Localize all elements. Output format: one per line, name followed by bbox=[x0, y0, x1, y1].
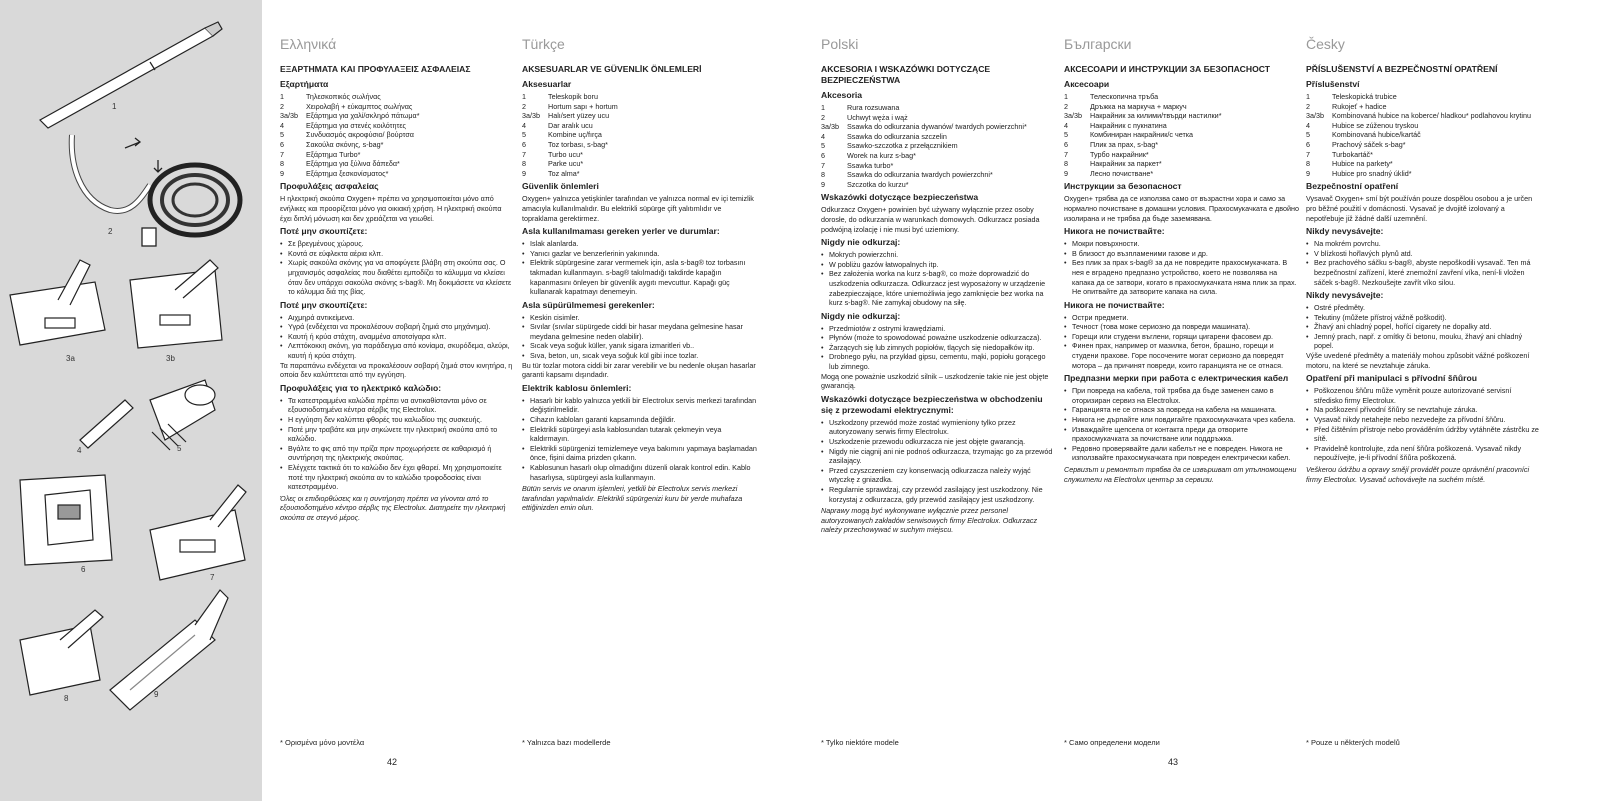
column-greek bbox=[280, 36, 515, 523]
list-item: 6 Prachový sáček s-bag* bbox=[1306, 139, 1406, 149]
accessory-list bbox=[1064, 92, 1299, 178]
section-heading: Elektrik kablosu önlemleri: bbox=[522, 382, 632, 393]
list-item: • Sıvılar (sıvılar süpürgede ciddi bir hasar meydana gelmesine hasar meydana gelmesine neden olabilir). bbox=[522, 322, 757, 341]
accessories-heading: Εξαρτήματα bbox=[280, 79, 329, 89]
list-item: • Islak alanlarda. bbox=[522, 239, 757, 249]
section-heading: Nikdy nevysávejte: bbox=[1306, 290, 1384, 301]
list-item: 1 Rura rozsuwana bbox=[821, 103, 900, 112]
figure-label: 9 bbox=[154, 690, 159, 699]
list-item: 2 Hortum sapı + hortum bbox=[522, 101, 618, 111]
column-czech bbox=[1306, 36, 1541, 484]
list-item: 8 Ssawka do odkurzania twardych powierzchni* bbox=[821, 170, 993, 180]
list-item: • Hasarlı bir kablo yalnızca yetkili bir Electrolux servis merkezi tarafından değiştirilmelidir. bbox=[522, 396, 757, 415]
list-item: 4 Hubice se zúženou tryskou bbox=[1306, 120, 1419, 130]
list-item: 3a/3b Накрайник за килими/твърди настилки* bbox=[1064, 111, 1222, 121]
list-item: 4 Накрайник с пукнатина bbox=[1064, 120, 1167, 130]
list-item: 4 Ssawka do odkurzania szczelin bbox=[821, 131, 947, 141]
bullet-list bbox=[1306, 239, 1541, 287]
list-item: 8 Parke ucu* bbox=[522, 159, 584, 169]
list-item: • Σε βρεγμένους χώρους. bbox=[280, 239, 515, 249]
section-heading: Προφυλάξεις για το ηλεκτρικό καλώδιο: bbox=[280, 382, 442, 393]
list-item: • W pobliżu gazów łatwopalnych itp. bbox=[821, 260, 1056, 270]
list-item: • Poškozenou šňůru může vyměnit pouze autorizované servisní středisko firmy Electrolux. bbox=[1306, 386, 1541, 405]
language-heading: Česky bbox=[1306, 36, 1345, 52]
accessory-illustrations bbox=[0, 0, 262, 801]
list-item: 3a/3b Εξάρτημα για χαλί/σκληρό πάτωμα* bbox=[280, 111, 420, 121]
section-heading: Никога не почиствайте: bbox=[1064, 299, 1165, 310]
figure-label: 5 bbox=[177, 444, 182, 453]
bullet-list bbox=[1064, 313, 1299, 371]
list-item: • Мокри повърхности. bbox=[1064, 239, 1299, 249]
footnote: * Ορισμένα μόνο μοντέλα bbox=[280, 738, 365, 747]
figure-label: 3a bbox=[66, 354, 75, 363]
list-item: • Без плик за прах s-bag® за да не повредите прахосмукачката. В нея е вградено предпазно устройство, което не позволява на капака да се затвори, когато в прахосмукачката няма плик за прах. Не опитвайте да затворите капака на сила. bbox=[1064, 258, 1299, 296]
italic-note: Bütün servis ve onarım işlemleri, yetkili bir Electrolux servis merkezi tarafından yapılmalıdır. Elektrikli süpürgenizi kuru bir yerde muhafaza ettiğinizden emin olun. bbox=[522, 484, 743, 513]
section-heading: Opatření při manipulaci s přívodní šňůrou bbox=[1306, 373, 1477, 384]
list-item: • Elektrik süpürgesine zarar vermemek için, asla s-bag® toz torbasını takmadan kullanmayın. s-bag® takılmadığı takdirde kapağın kapanmasını önleyen bir güvenlik aygıtı mevcuttur. Kapağı güç kullanarak kapatmayı denemeyin. bbox=[522, 258, 757, 296]
list-item: 4 Εξάρτημα για στενές κοιλότητες bbox=[280, 120, 406, 130]
list-item: 3a/3b Halı/sert yüzey ucu bbox=[522, 111, 610, 121]
list-item: • Na mokrém povrchu. bbox=[1306, 239, 1541, 249]
list-item: • В близост до възпламеними газове и др. bbox=[1064, 249, 1299, 259]
paragraph: Mogą one poważnie uszkodzić silnik – uszkodzenie takie nie jest objęte gwarancją. bbox=[821, 371, 1049, 391]
list-item: 6 Плик за прах, s-bag* bbox=[1064, 139, 1159, 149]
list-item: 7 Turbokartáč* bbox=[1306, 149, 1373, 159]
section-heading: Nikdy nevysávejte: bbox=[1306, 226, 1384, 237]
list-item: 5 Kombine uç/fırça bbox=[522, 130, 602, 140]
list-item: • Regularnie sprawdzaj, czy przewód zasilający jest uszkodzony. Nie korzystaj z odkurzacza, gdy przewód zasilający jest uszkodzony. bbox=[821, 485, 1056, 504]
list-item: 3a/3b Kombinovaná hubice na koberce/ hladkou* podlahovou krytinu bbox=[1306, 111, 1531, 121]
paragraph: Bu tür tozlar motora ciddi bir zarar verebilir ve bu nedenle oluşan hasarlar garanti kapsamı dışındadır. bbox=[522, 360, 756, 380]
list-item: 4 Dar aralık ucu bbox=[522, 120, 593, 130]
italic-note: Όλες οι επιδιορθώσεις και η συντήρηση πρέπει να γίνονται από το εξουσιοδοτημένο κέντρο σέρβις της Electrolux. Διατηρείτε την ηλεκτρική σκούπα σε στεγνό μέρος. bbox=[280, 493, 506, 522]
list-item: • Τα κατεστραμμένα καλώδια πρέπει να αντικαθίστανται μόνο σε εξουσιοδοτημένα κέντρα σέρβις της Electrolux. bbox=[280, 396, 515, 415]
list-item: • Uszkodzenie przewodu odkurzacza nie jest objęte gwarancją. bbox=[821, 437, 1056, 447]
paragraph: Vysavač Oxygen+ smí být používán pouze dospělou osobou a je určen pro běžné použití v domácnosti. Vysavač je dvojitě izolovaný a nepotřebuje již žádné další uzemnění. bbox=[1306, 194, 1533, 223]
list-item: • Гаранцията не се отнася за повреда на кабела на машината. bbox=[1064, 405, 1299, 415]
figure-label: 6 bbox=[81, 565, 86, 574]
list-item: • Jemný prach, např. z omítky či betonu, mouku, žhavý ani chladný popel. bbox=[1306, 332, 1541, 351]
list-item: • Изваждайте щепсела от контакта преди да отворите прахосмукачката за почистване или поддръжка. bbox=[1064, 425, 1299, 444]
list-item: • Βγάλτε το φις από την πρίζα πριν προχωρήσετε σε καθαρισμό ή συντήρηση της ηλεκτρικής σκούπας. bbox=[280, 444, 515, 463]
list-item: 9 Лесно почистване* bbox=[1064, 168, 1154, 178]
section-heading: Güvenlik önlemleri bbox=[522, 181, 599, 192]
column-turkish bbox=[522, 36, 757, 513]
figure-label: 7 bbox=[210, 573, 215, 582]
bullet-list bbox=[821, 418, 1056, 504]
accessory-illustrations-panel bbox=[0, 0, 262, 801]
section-heading: Asla süpürülmemesi gerekenler: bbox=[522, 299, 655, 310]
footnote: * Pouze u některých modelů bbox=[1306, 738, 1400, 747]
paragraph: Oxygen+ yalnızca yetişkinler tarafından ve yalnızca normal ev içi temizlik amacıyla kullanılmalıdır. Bu elektrikli süpürge çift yalıtımlıdır ve topraklama gerektirmez. bbox=[522, 194, 754, 223]
bullet-list bbox=[522, 396, 757, 482]
section-heading: Инструкции за безопасност bbox=[1064, 181, 1182, 192]
footnote: * Tylko niektóre modele bbox=[821, 738, 899, 747]
list-item: • Sıva, beton, un, sıcak veya soğuk kül gibi ince tozlar. bbox=[522, 351, 757, 361]
list-item: • Κοντά σε εύφλεκτα αέρια κλπ. bbox=[280, 249, 515, 259]
section-heading: Никога не почиствайте: bbox=[1064, 226, 1165, 237]
list-item: • Żarzących się lub zimnych popiołów, tlących się niedopałków itp. bbox=[821, 343, 1056, 353]
list-item: • Vysavač nikdy netahejte nebo nezvedejte za přívodní šňůru. bbox=[1306, 415, 1541, 425]
list-item: 1 Телескопична тръба bbox=[1064, 92, 1159, 101]
bullet-list bbox=[280, 396, 515, 492]
list-item: 9 Hubice pro snadný úklid* bbox=[1306, 168, 1412, 178]
list-item: • Kablosunun hasarlı olup olmadığını düzenli olarak kontrol edin. Kablo hasarlıysa, süpürgeyi asla kullanmayın. bbox=[522, 463, 757, 482]
list-item: 6 Σακούλα σκόνης, s-bag* bbox=[280, 139, 384, 149]
turbo-nozzle-illustration bbox=[150, 485, 246, 580]
figure-label: 1 bbox=[112, 102, 117, 111]
section-title: AKCESORIA I WSKAZÓWKI DOTYCZĄCE BEZPIECZEŃSTWA bbox=[821, 64, 991, 85]
accessory-list bbox=[821, 103, 1056, 189]
bullet-list bbox=[821, 250, 1056, 308]
accessories-heading: Aksesuarlar bbox=[522, 79, 572, 89]
list-item: • Cihazın kabloları garanti kapsamında değildir. bbox=[522, 415, 757, 425]
list-item: • Tekutiny (můžete přístroj vážně poškodit). bbox=[1306, 313, 1541, 323]
list-item: • Keskin cisimler. bbox=[522, 313, 757, 323]
list-item: • Sıcak veya soğuk küller, yanık sigara izmaritleri vb.. bbox=[522, 341, 757, 351]
list-item: • Ostré předměty. bbox=[1306, 303, 1541, 313]
list-item: • Bez założenia worka na kurz s-bag®, co może doprowadzić do uszkodzenia odkurzacza. Odkurzacz jest wyposażony w urządzenie zabezpieczające, które uniemożliwia jego zamknięcie bez worka na kurz s-bag®. Nie zamykaj obudowy na siłę. bbox=[821, 269, 1056, 307]
floor-nozzle-3b-illustration bbox=[130, 260, 222, 348]
list-item: 5 Комбиниран накрайник/с четка bbox=[1064, 130, 1194, 140]
italic-note: Сервизът и ремонтът трябва да се извършват от упълномощени служители на Electrolux център за сервизи. bbox=[1064, 465, 1297, 484]
accessory-list bbox=[522, 92, 757, 178]
footnote: * Yalnızca bazı modellerde bbox=[522, 738, 611, 747]
paragraph: Výše uvedené předměty a materiály mohou způsobit vážné poškození motoru, na které se nevztahuje záruka. bbox=[1306, 351, 1530, 370]
figure-label: 8 bbox=[64, 694, 69, 703]
accessories-heading: Příslušenství bbox=[1306, 79, 1360, 89]
list-item: • Λεπτόκοκκη σκόνη, για παράδειγμα από κονίαμα, σκυρόδεμα, αλεύρι, καυτή ή κρύα στάχτη. bbox=[280, 341, 515, 360]
list-item: 3a/3b Ssawka do odkurzania dywanów/ twardych powierzchni* bbox=[821, 122, 1027, 132]
language-heading: Polski bbox=[821, 36, 859, 52]
section-title: ΕΞΑΡΤΗΜΑΤΑ ΚΑΙ ΠΡΟΦΥΛΑΞΕΙΣ ΑΣΦΑΛΕΙΑΣ bbox=[280, 64, 471, 74]
footnote: * Само определени модели bbox=[1064, 738, 1160, 747]
section-heading: Nigdy nie odkurzaj: bbox=[821, 310, 901, 321]
section-heading: Ποτέ μην σκουπίζετε: bbox=[280, 299, 368, 310]
italic-note: Naprawy mogą być wykonywane wyłącznie przez personel autoryzowanych zakładów serwisowych firmy Electrolux. Odkurzacz należy przechowywać w suchym miejscu. bbox=[821, 506, 1038, 535]
list-item: • Καυτή ή κρύα στάχτη, αναμμένα αποτσίγαρα κλπ. bbox=[280, 332, 515, 342]
list-item: • Ποτέ μην τραβάτε και μην σηκώνετε την ηλεκτρική σκούπα από το καλώδιο. bbox=[280, 425, 515, 444]
section-title: AKSESUARLAR VE GÜVENLİK ÖNLEMLERİ bbox=[522, 64, 702, 74]
list-item: • Elektrikli süpürgenizi temizlemeye veya bakımını yapmaya başlamadan önce, fişini daima prizden çıkarın. bbox=[522, 444, 757, 463]
list-item: 2 Uchwyt węża i wąż bbox=[821, 112, 908, 122]
accessories-heading: Аксесоари bbox=[1064, 79, 1110, 89]
figure-label: 4 bbox=[77, 446, 82, 455]
paragraph: Odkurzacz Oxygen+ powinien być używany wyłącznie przez osoby dorosłe, do odkurzania w warunkach domowych. Odkurzacz posiada podwójną izolację i nie musi być uziemiony. bbox=[821, 205, 1040, 234]
list-item: • Yanıcı gazlar ve benzerlerinin yakınında. bbox=[522, 249, 757, 259]
bullet-list bbox=[1064, 239, 1299, 297]
section-title: PŘÍSLUŠENSTVÍ A BEZPEČNOSTNÍ OPATŘENÍ bbox=[1306, 64, 1498, 74]
list-item: 9 Εξάρτημα ξεσκονίσματος* bbox=[280, 168, 389, 178]
list-item: • Υγρά (ενδέχεται να προκαλέσουν σοβαρή ζημιά στο μηχάνημα). bbox=[280, 322, 515, 332]
list-item: 1 Τηλεσκοπικός σωλήνας bbox=[280, 92, 381, 101]
list-item: • Финен прах, например от мазилка, бетон, брашно, горещи и студени прахове. Горе посочените могат сериозно да повредят мотора – да причинят повреди, които гаранцията не се отнася. bbox=[1064, 341, 1299, 370]
section-heading: Ποτέ μην σκουπίζετε: bbox=[280, 226, 368, 237]
list-item: • При повреда на кабела, той трябва да бъде заменен само в оторизиран сервиз на Electrolux. bbox=[1064, 386, 1299, 405]
list-item: 1 Teleskopická trubice bbox=[1306, 92, 1397, 101]
list-item: • Никога не дърпайте или повдигайте прахосмукачката чрез кабела. bbox=[1064, 415, 1299, 425]
list-item: • Przedmiotów z ostrymi krawędziami. bbox=[821, 324, 1056, 334]
list-item: • Pravidelně kontrolujte, zda není šňůra poškozená. Vysavač nikdy nepoužívejte, je-li přívodní šňůra poškozená. bbox=[1306, 444, 1541, 463]
list-item: 8 Накрайник за паркет* bbox=[1064, 159, 1162, 169]
list-item: 9 Szczotka do kurzu* bbox=[821, 179, 909, 189]
page-number: 42 bbox=[387, 757, 398, 767]
list-item: 7 Турбо накрайник* bbox=[1064, 149, 1149, 159]
bullet-list bbox=[280, 313, 515, 361]
list-item: • Остри предмети. bbox=[1064, 313, 1299, 323]
page-number: 43 bbox=[1168, 757, 1179, 767]
list-item: • Drobnego pyłu, na przykład gipsu, cementu, mąki, popiołu gorącego lub zimnego. bbox=[821, 352, 1056, 371]
list-item: • Горещи или студени въглени, горящи цигарени фасовеи др. bbox=[1064, 332, 1299, 342]
list-item: 6 Toz torbası, s-bag* bbox=[522, 139, 608, 149]
list-item: • Nigdy nie ciągnij ani nie podnoś odkurzacza, trzymając go za przewód zasilający. bbox=[821, 447, 1056, 466]
bullet-list bbox=[522, 313, 757, 361]
hose-handle-illustration bbox=[72, 135, 240, 246]
list-item: 5 Συνδυασμός ακροφύσιο/ βούρτσα bbox=[280, 130, 414, 140]
section-heading: Nigdy nie odkurzaj: bbox=[821, 237, 901, 248]
language-heading: Български bbox=[1064, 36, 1132, 52]
bullet-list bbox=[1306, 303, 1541, 351]
list-item: • Αιχμηρά αντικείμενα. bbox=[280, 313, 515, 323]
floor-nozzle-3a-illustration bbox=[10, 260, 105, 345]
figure-label: 3b bbox=[166, 354, 175, 363]
list-item: • Ελέγχετε τακτικά ότι το καλώδιο δεν έχει φθαρεί. Μη χρησιμοποιείτε ποτέ την ηλεκτρική σκούπα αν το καλώδιο τροφοδοσίας είναι κατεστραμμένο. bbox=[280, 463, 515, 492]
list-item: 7 Ssawka turbo* bbox=[821, 160, 894, 170]
list-item: 8 Εξάρτημα για ξύλινα δάπεδα* bbox=[280, 159, 400, 169]
paragraph: Τα παραπάνω ενδέχεται να προκαλέσουν σοβαρή ζημιά στον κινητήρα, η οποία δεν καλύπτεται από την εγγύηση. bbox=[280, 360, 513, 380]
language-heading: Türkçe bbox=[522, 36, 565, 52]
bullet-list bbox=[1306, 386, 1541, 463]
list-item: • Žhavý ani chladný popel, hořící cigarety ne dopalky atd. bbox=[1306, 322, 1541, 332]
telescopic-tube-illustration bbox=[40, 22, 222, 128]
list-item: 2 Дръжка на маркуча + маркуч bbox=[1064, 101, 1187, 111]
list-item: 5 Ssawko-szczotka z przełącznikiem bbox=[821, 141, 958, 151]
section-title: АКСЕСОАРИ И ИНСТРУКЦИИ ЗА БЕЗОПАСНОСТ bbox=[1064, 64, 1271, 74]
accessories-heading: Akcesoria bbox=[821, 90, 863, 100]
bullet-list bbox=[821, 324, 1056, 372]
crevice-nozzle-illustration bbox=[80, 400, 133, 448]
list-item: • Před čištěním přístroje nebo prováděním údržby vytáhněte zástrčku ze sítě. bbox=[1306, 425, 1541, 444]
dusting-brush-illustration bbox=[110, 590, 228, 710]
column-polish bbox=[821, 36, 1056, 535]
parquet-nozzle-illustration bbox=[20, 610, 103, 695]
list-item: 2 Rukojeť + hadice bbox=[1306, 101, 1387, 111]
column-bulgarian bbox=[1064, 36, 1299, 484]
list-item: • Elektrikli süpürgeyi asla kablosundan tutarak çekmeyin veya kaldırmayın. bbox=[522, 425, 757, 444]
list-item: 5 Kombinovaná hubice/kartáč bbox=[1306, 130, 1421, 140]
list-item: 1 Teleskopik boru bbox=[522, 92, 598, 101]
list-item: • Uszkodzony przewód może zostać wymieniony tylko przez autoryzowany serwis firmy Electrolux. bbox=[821, 418, 1056, 437]
section-heading: Προφυλάξεις ασφαλείας bbox=[280, 181, 379, 192]
section-heading: Asla kullanılmaması gereken yerler ve durumlar: bbox=[522, 226, 720, 237]
list-item: • Bez prachového sáčku s-bag®, abyste nepoškodili vysavač. Ten má bezpečnostní zařízení, které znemožní zavření víka, není-li vložen sáček s-bag®. Nezkoušejte zavřít víko silou. bbox=[1306, 258, 1541, 287]
section-heading: Предпазни мерки при работа с електрическия кабел bbox=[1064, 373, 1289, 384]
bullet-list bbox=[522, 239, 757, 297]
list-item: 2 Χειρολαβή + εύκαμπτος σωλήνας bbox=[280, 101, 413, 111]
list-item: • Na poškození přívodní šňůry se nevztahuje záruka. bbox=[1306, 405, 1541, 415]
list-item: 7 Turbo ucu* bbox=[522, 149, 583, 159]
language-heading: Ελληνικά bbox=[280, 36, 337, 52]
accessory-list bbox=[1306, 92, 1541, 178]
list-item: • Płynów (może to spowodować poważne uszkodzenie odkurzacza). bbox=[821, 333, 1056, 343]
section-heading: Wskazówki dotyczące bezpieczeństwa bbox=[821, 192, 979, 203]
section-heading: Bezpečnostní opatření bbox=[1306, 181, 1399, 192]
bullet-list bbox=[1064, 386, 1299, 463]
list-item: • V blízkosti hořlavých plynů atd. bbox=[1306, 249, 1541, 259]
list-item: 9 Toz alma* bbox=[522, 168, 580, 178]
paragraph: Oxygen+ трябва да се използва само от възрастни хора и само за нормално почистване в домашни условия. Прахосмукачката е двойно изолирана и не трябва да бъде заземявана. bbox=[1064, 194, 1299, 223]
accessory-list bbox=[280, 92, 515, 178]
list-item: • Течност (това може сериозно да повреди машината). bbox=[1064, 322, 1299, 332]
section-heading: Wskazówki dotyczące bezpieczeństwa w obchodzeniu się z przewodami elektrycznymi: bbox=[821, 393, 1043, 415]
list-item: • Χωρίς σακούλα σκόνης για να αποφύγετε βλάβη στη σκούπα σας. Ο μηχανισμός ασφαλείας που διαθέτει εμποδίζει το κάλυμμα να κλείσει όταν δεν υπάρχει σακούλα σκόνης s-bag®. Μη δοκιμάσετε να κλείσετε το κάλυμμα διά της βίας. bbox=[280, 258, 515, 296]
list-item: • Mokrych powierzchni. bbox=[821, 250, 1056, 260]
figure-label: 2 bbox=[108, 227, 113, 236]
dust-bag-illustration bbox=[20, 475, 112, 565]
bullet-list bbox=[280, 239, 515, 297]
list-item: 8 Hubice na parkety* bbox=[1306, 159, 1393, 169]
list-item: 6 Worek na kurz s-bag* bbox=[821, 150, 916, 160]
list-item: • Przed czyszczeniem czy konserwacją odkurzacza należy wyjąć wtyczkę z gniazdka. bbox=[821, 466, 1056, 485]
list-item: 7 Εξάρτημα Turbo* bbox=[280, 149, 361, 159]
list-item: • Редовно проверявайте дали кабелът не е повреден. Никога не използвайте прахосмукачката при повреден електрически кабел. bbox=[1064, 444, 1299, 463]
list-item: • Η εγγύηση δεν καλύπτει φθορές του καλωδίου της συσκευής. bbox=[280, 415, 515, 425]
paragraph: Η ηλεκτρική σκούπα Oxygen+ πρέπει να χρησιμοποιείται μόνο από ενήλικες και προορίζεται μόνο για οικιακή χρήση. Η ηλεκτρική σκούπα έχει διπλή μόνωση και δεν χρειάζεται να γειωθεί. bbox=[280, 194, 502, 223]
italic-note: Veškerou údržbu a opravy smějí provádět pouze oprávnění pracovníci firmy Electrolux. Vysavač uchovávejte na suchém místě. bbox=[1306, 465, 1530, 484]
combination-brush-illustration bbox=[150, 380, 215, 450]
